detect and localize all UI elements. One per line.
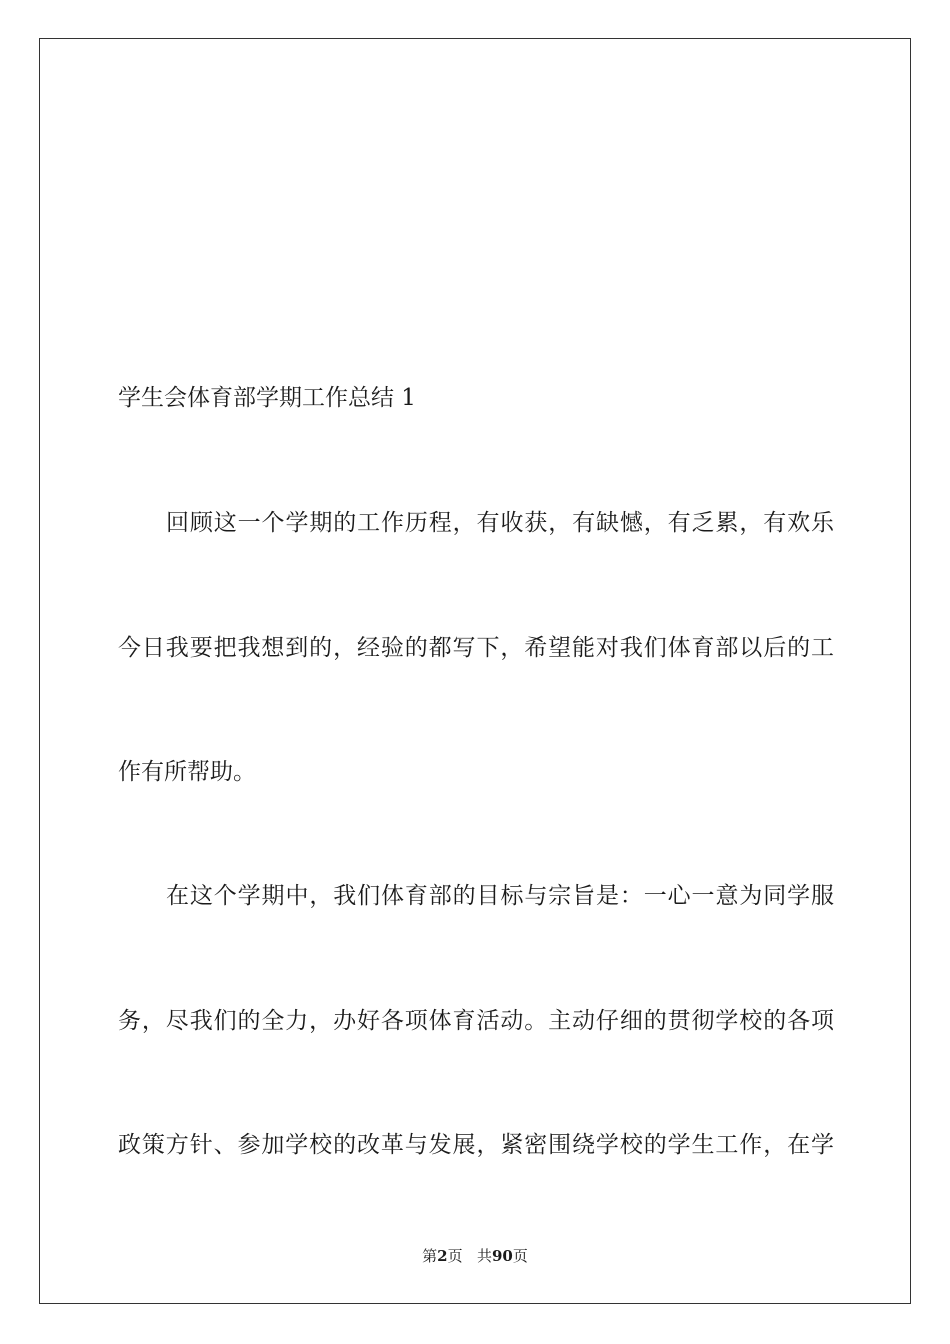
document-title: 学生会体育部学期工作总结 1	[118, 385, 416, 411]
total-prefix: 共	[476, 1247, 492, 1265]
current-page-number: 2	[437, 1247, 448, 1265]
paragraph-2-line-1: 在这个学期中，我们体育部的目标与宗旨是：一心一意为同学服	[166, 883, 834, 909]
total-suffix: 页	[512, 1247, 528, 1265]
paragraph-1-line-3: 作有所帮助。	[118, 759, 256, 785]
page-prefix: 第	[422, 1247, 438, 1265]
paragraph-2-line-3: 政策方针、参加学校的改革与发展，紧密围绕学校的学生工作，在学	[118, 1132, 834, 1158]
total-page-count: 90	[491, 1247, 513, 1265]
page-number-footer	[0, 1246, 950, 1266]
page-suffix: 页	[447, 1247, 463, 1265]
paragraph-2-line-2: 务，尽我们的全力，办好各项体育活动。主动仔细的贯彻学校的各项	[118, 1008, 834, 1034]
paragraph-1-line-1: 回顾这一个学期的工作历程，有收获，有缺憾，有乏累，有欢乐	[166, 510, 834, 536]
paragraph-1-line-2: 今日我要把我想到的，经验的都写下，希望能对我们体育部以后的工	[118, 635, 834, 661]
page-border	[39, 38, 911, 1304]
